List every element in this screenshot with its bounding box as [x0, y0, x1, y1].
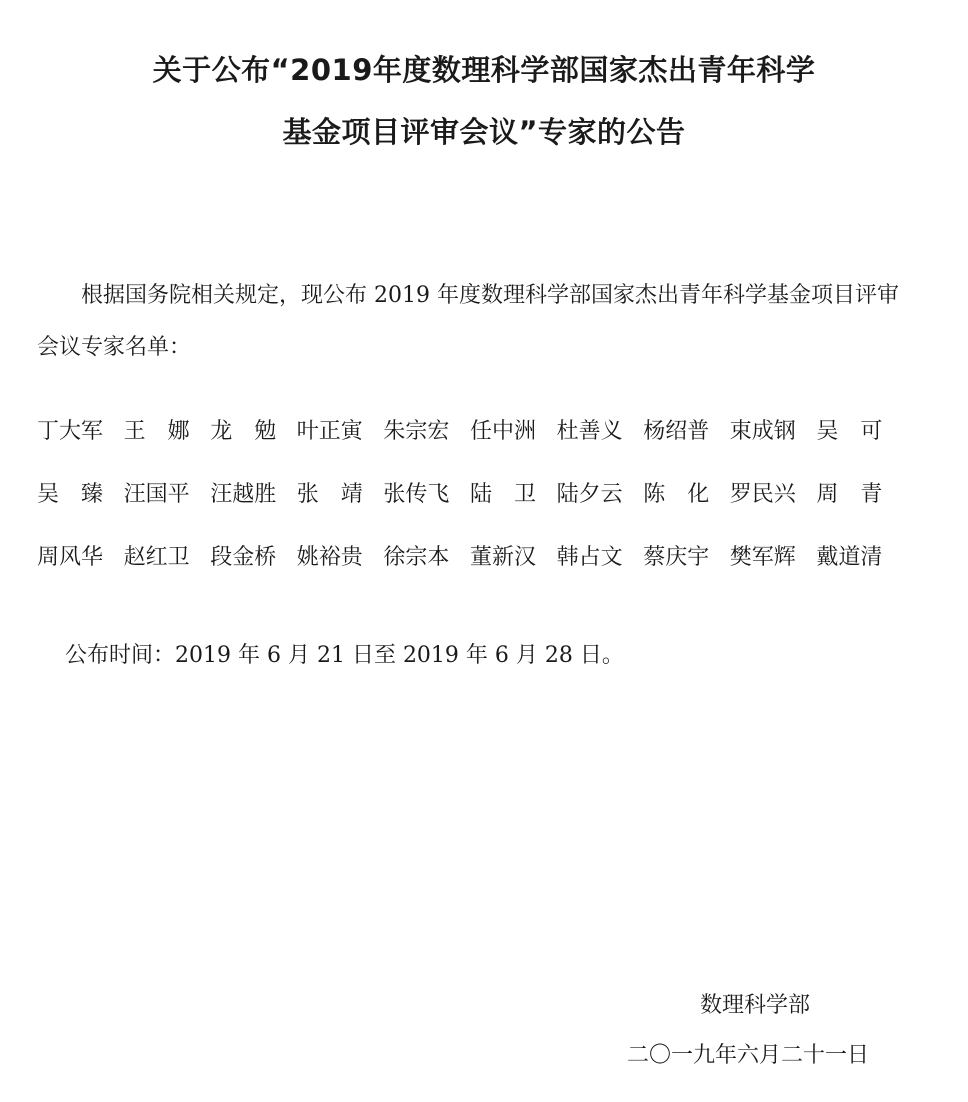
publish-time: 公布时间：2019 年 6 月 21 日至 2019 年 6 月 28 日。 [65, 643, 624, 668]
expert-name: 陆 卫 [469, 482, 536, 507]
expert-name: 徐宗本 [383, 545, 450, 570]
expert-name: 姚裕贵 [296, 545, 363, 570]
expert-name: 蔡庆宇 [643, 545, 710, 570]
expert-name: 任中洲 [469, 419, 536, 444]
expert-name: 吴 臻 [37, 482, 104, 507]
expert-name: 杜善义 [556, 419, 623, 444]
expert-name: 吴 可 [816, 419, 883, 444]
expert-name: 赵红卫 [123, 545, 190, 570]
expert-name: 段金桥 [210, 545, 277, 570]
expert-name: 戴道清 [816, 545, 883, 570]
expert-name: 叶正寅 [296, 419, 363, 444]
expert-name: 朱宗宏 [383, 419, 450, 444]
expert-name: 汪越胜 [210, 482, 277, 507]
expert-name: 束成钢 [729, 419, 796, 444]
expert-name: 周风华 [37, 545, 104, 570]
expert-name: 杨绍普 [643, 419, 710, 444]
expert-name: 董新汉 [469, 545, 536, 570]
expert-name: 龙 勉 [210, 419, 277, 444]
expert-name: 汪国平 [123, 482, 190, 507]
expert-name: 丁大军 [37, 419, 104, 444]
expert-name: 陈 化 [643, 482, 710, 507]
expert-name: 韩占文 [556, 545, 623, 570]
intro-paragraph: 根据国务院相关规定，现公布 2019 年度数理科学部国家杰出青年科学基金项目评审会议专家名单： [37, 283, 899, 360]
expert-name: 陆夕云 [556, 482, 623, 507]
expert-name: 张传飞 [383, 482, 450, 507]
expert-name-list [37, 398, 903, 587]
expert-name: 罗民兴 [729, 482, 796, 507]
expert-name: 周 青 [816, 482, 883, 507]
signature-department: 数理科学部 [700, 993, 811, 1018]
expert-name: 王 娜 [123, 419, 190, 444]
document-title-line-2: 基金项目评审会议”专家的公告 [282, 115, 686, 149]
expert-name: 张 靖 [296, 482, 363, 507]
document-title-line-1: 关于公布“2019年度数理科学部国家杰出青年科学 [152, 53, 816, 87]
expert-name: 樊军辉 [729, 545, 796, 570]
signature-date: 二〇一九年六月二十一日 [627, 1043, 870, 1068]
